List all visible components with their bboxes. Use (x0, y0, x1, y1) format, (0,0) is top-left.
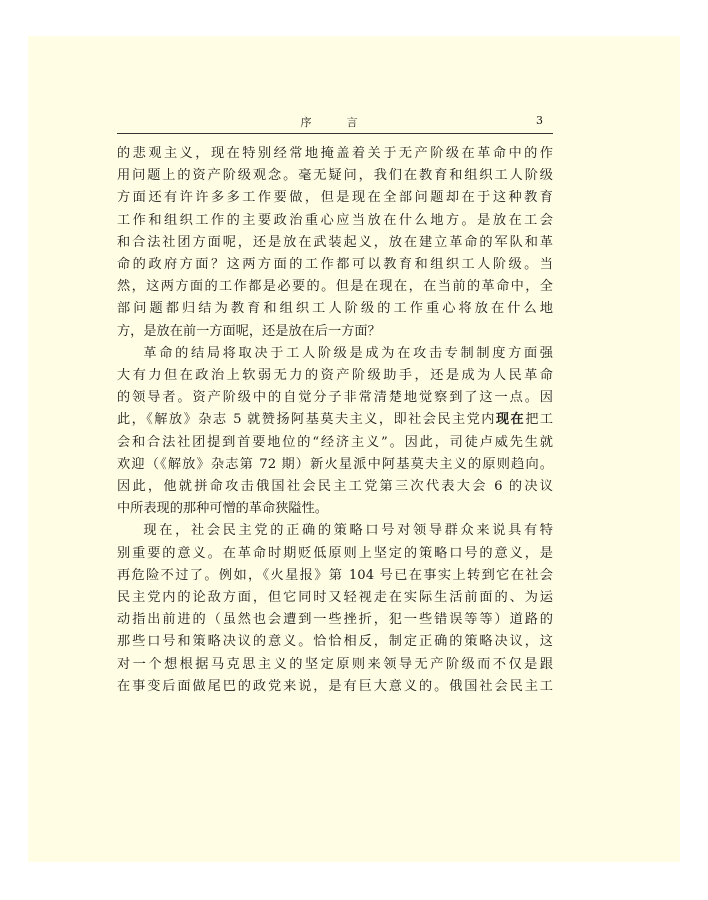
text-line: 在事变后面做尾巴的政党来说，是有巨大意义的。俄国社会民主工 (117, 678, 553, 694)
text-line: 民主党内的论敌方面，但它同时又轻视走在实际生活前面的、为运 (117, 590, 553, 606)
text-line: 部问题都归结为教育和组织工人阶级的工作重心将放在什么地 (117, 301, 553, 317)
header-title: 序 言 (300, 116, 370, 129)
text-segment: 此，《解放》杂志 5 就赞扬阿基莫夫主义，即社会民主党内 (117, 412, 496, 428)
text-line: 因此，他就拼命攻击俄国社会民主工党第三次代表大会 6 的决议 (117, 479, 553, 495)
text-line: 欢迎（《解放》杂志第 72 期）新火星派中阿基莫夫主义的原则趋向。 (117, 456, 553, 472)
text-line: 对一个想根据马克思主义的坚定原则来领导无产阶级而不仅是跟 (117, 656, 553, 672)
running-header (117, 111, 553, 134)
text-line: 方面还有许许多多工作要做，但是现在全部问题却在于这种教育 (117, 190, 553, 206)
text-line: 会和合法社团提到首要地位的“经济主义”。因此，司徒卢威先生就 (117, 434, 553, 450)
text-line: 大有力但在政治上软弱无力的资产阶级助手，还是成为人民革命 (117, 368, 553, 384)
text-line: 现在，社会民主党的正确的策略口号对领导群众来说具有特 (143, 523, 553, 539)
text-line: 革命的结局将取决于工人阶级是成为在攻击专制制度方面强 (143, 345, 553, 361)
text-line: 再危险不过了。例如，《火星报》第 104 号已在事实上转到它在社会 (117, 567, 553, 583)
page-number: 3 (536, 114, 543, 127)
text-line: 中所表现的那种可憎的革命狭隘性。 (117, 501, 328, 517)
text-line: 然，这两方面的工作都是必要的。但是在现在，在当前的革命中，全 (117, 279, 553, 295)
text-line: 的悲观主义，现在特别经常地掩盖着关于无产阶级在革命中的作 (117, 146, 553, 161)
text-line: 的领导者。资产阶级中的自觉分子非常清楚地觉察到了这一点。因 (117, 390, 553, 406)
emphasis-text: 现在 (495, 412, 526, 428)
text-line: 那些口号和策略决议的意义。恰恰相反，制定正确的策略决议，这 (117, 634, 553, 650)
text-line: 动指出前进的（虽然也会遭到一些挫折，犯一些错误等等）道路的 (117, 612, 553, 628)
text-segment: 把工 (525, 412, 554, 428)
text-line: 别重要的意义。在革命时期贬低原则上坚定的策略口号的意义，是 (117, 545, 553, 561)
text-line: 方，是放在前一方面呢，还是放在后一方面？ (117, 323, 381, 339)
body-text (117, 143, 553, 698)
text-line: 命的政府方面？这两方面的工作都可以教育和组织工人阶级。当 (117, 257, 553, 273)
text-line: 用问题上的资产阶级观念。毫无疑问，我们在教育和组织工人阶级 (117, 168, 553, 184)
text-line-with-emphasis (117, 409, 553, 431)
text-line: 和合法社团方面呢，还是放在武装起义，放在建立革命的军队和革 (117, 234, 553, 250)
text-line: 工作和组织工作的主要政治重心应当放在什么地方。是放在工会 (117, 212, 553, 228)
